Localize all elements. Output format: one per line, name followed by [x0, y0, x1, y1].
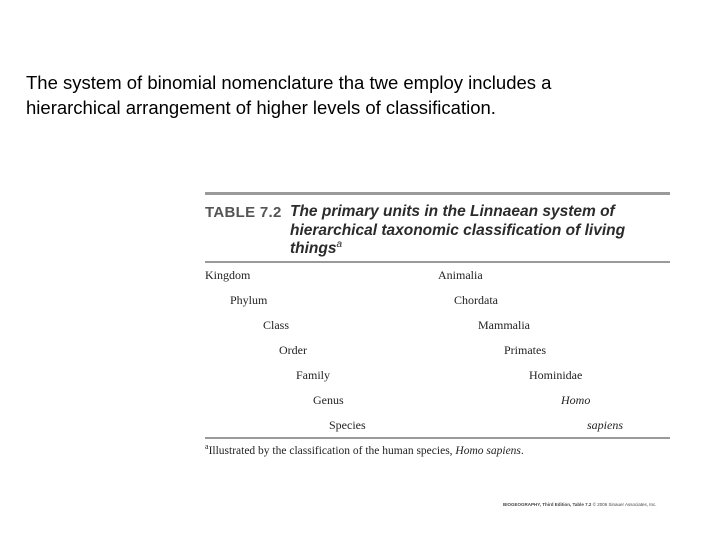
- taxon-order: Primates: [504, 343, 546, 357]
- table-footnote: [205, 442, 524, 457]
- credit-title: BIOGEOGRAPHY, Third Edition, Table 7.2: [503, 502, 592, 507]
- rank-class: Class: [263, 318, 290, 332]
- rank-species: Species: [329, 418, 366, 432]
- table-caption: [290, 203, 660, 259]
- taxonomy-table-figure: [205, 192, 670, 512]
- table-header-rule: [205, 261, 670, 263]
- taxon-kingdom: Animalia: [438, 268, 483, 282]
- rank-family: Family: [296, 368, 331, 382]
- footnote-species: Homo sapiens: [455, 445, 521, 457]
- footnote-text: Illustrated by the classification of the human species,: [208, 445, 456, 457]
- figure-credit: [503, 502, 657, 507]
- slide-body-text: [26, 70, 626, 120]
- slide-text-line-1: The system of binomial nomenclature tha twe employ includes a: [26, 72, 552, 93]
- table-caption-marker: a: [336, 238, 343, 250]
- rank-order: Order: [279, 343, 307, 357]
- table-top-rule: [205, 192, 670, 195]
- rank-genus: Genus: [313, 393, 344, 407]
- taxon-species: sapiens: [587, 418, 623, 432]
- taxon-family: Hominidae: [529, 368, 583, 382]
- table-bottom-rule: [205, 437, 670, 439]
- rank-phylum: Phylum: [230, 293, 268, 307]
- taxon-genus: Homo: [561, 393, 591, 407]
- rank-kingdom: Kingdom: [205, 268, 251, 282]
- table-label: TABLE 7.2: [205, 204, 282, 221]
- table-caption-text: The primary units in the Linnaean system of hierarchical taxonomic classification of living things: [290, 203, 626, 257]
- footnote-marker: a: [205, 442, 209, 452]
- taxon-phylum: Chordata: [454, 293, 498, 307]
- credit-copyright: © 2006 Sinauer Associates, Inc.: [591, 502, 657, 507]
- footnote-end: .: [520, 445, 524, 457]
- taxon-class: Mammalia: [478, 318, 530, 332]
- slide-text-line-2: hierarchical arrangement of higher levels of classification.: [26, 97, 496, 118]
